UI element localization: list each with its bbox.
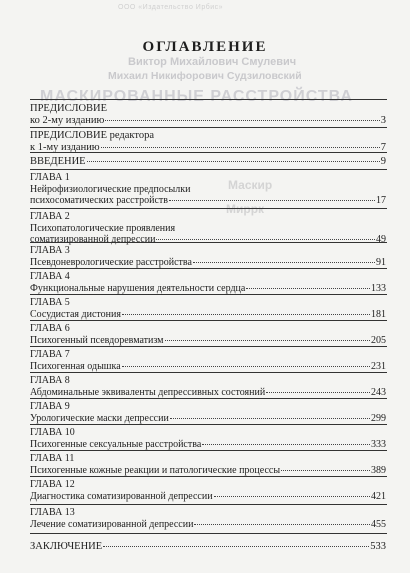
entry-text: Психогенные кожные реакции и патологические процессы xyxy=(30,464,281,476)
page-number: 7 xyxy=(380,141,386,153)
divider xyxy=(30,169,387,170)
entry-row xyxy=(30,115,386,127)
entry-row xyxy=(30,491,386,503)
leader-dots xyxy=(105,120,379,121)
chapter-label: ГЛАВА 2 xyxy=(30,211,70,222)
divider xyxy=(30,372,387,373)
leader-dots xyxy=(156,239,375,240)
divider xyxy=(30,294,387,295)
toc-entry-chapter-10[interactable] xyxy=(30,427,386,450)
leader-dots xyxy=(202,444,370,445)
entry-text: Лечение соматизированной депрессии xyxy=(30,518,194,530)
toc-entry-chapter-2[interactable] xyxy=(30,211,386,246)
entry-text: психосоматических расстройств xyxy=(30,195,168,206)
toc-entry-chapter-4[interactable] xyxy=(30,271,386,294)
toc-entry-chapter-9[interactable] xyxy=(30,401,386,424)
toc-entry-chapter-8[interactable] xyxy=(30,375,386,398)
leader-dots xyxy=(103,546,369,547)
toc-entry-chapter-12[interactable] xyxy=(30,479,386,502)
entry-text: Урологические маски депрессии xyxy=(30,412,169,424)
divider xyxy=(30,424,387,425)
page-number: 49 xyxy=(376,234,386,245)
chapter-label: ГЛАВА 5 xyxy=(30,297,70,308)
toc-entry-chapter-1[interactable] xyxy=(30,172,386,207)
leader-dots xyxy=(214,496,370,497)
entry-row xyxy=(30,156,386,168)
entry-heading: ПРЕДИСЛОВИЕ редактора xyxy=(30,130,155,141)
page-number: 133 xyxy=(371,282,386,294)
entry-text: Психогенные сексуальные расстройства xyxy=(30,438,202,450)
chapter-label: ГЛАВА 7 xyxy=(30,349,70,360)
chapter-label: ГЛАВА 9 xyxy=(30,401,70,412)
entry-row xyxy=(30,195,386,207)
entry-text: Психогенная одышка xyxy=(30,360,121,372)
entry-row xyxy=(30,439,386,451)
page-number: 421 xyxy=(371,490,386,502)
entry-row xyxy=(30,309,386,321)
leader-dots xyxy=(194,524,370,525)
chapter-label: ГЛАВА 12 xyxy=(30,479,75,490)
chapter-label: ГЛАВА 3 xyxy=(30,245,70,256)
page-number: 299 xyxy=(371,412,386,424)
divider xyxy=(30,152,387,153)
divider xyxy=(30,268,387,269)
entry-text: Сосудистая дистония xyxy=(30,308,121,320)
entry-row xyxy=(30,361,386,373)
toc-entry-chapter-5[interactable] xyxy=(30,297,386,320)
divider xyxy=(30,208,387,209)
entry-row xyxy=(30,541,386,553)
leader-dots xyxy=(193,262,375,263)
chapter-label: ГЛАВА 1 xyxy=(30,172,70,183)
entry-row xyxy=(30,257,386,269)
toc-entry-chapter-7[interactable] xyxy=(30,349,386,372)
toc-entry-chapter-6[interactable] xyxy=(30,323,386,346)
divider xyxy=(30,504,387,505)
bleed-through-author-2: Михаил Никифорович Судзиловский xyxy=(108,70,302,82)
bleed-through-author-1: Виктор Михайлович Смулевич xyxy=(128,56,297,68)
entry-heading: ПРЕДИСЛОВИЕ xyxy=(30,103,108,114)
entry-row xyxy=(30,335,386,347)
entry-text: Диагностика соматизированной депрессии xyxy=(30,490,213,502)
toc-entry-chapter-11[interactable] xyxy=(30,453,386,476)
divider xyxy=(30,533,387,534)
leader-dots xyxy=(122,314,370,315)
entry-text: Абдоминальные эквиваленты депрессивных состояний xyxy=(30,386,266,398)
leader-dots xyxy=(266,392,370,393)
page-number: 205 xyxy=(371,334,386,346)
page-number: 91 xyxy=(376,256,386,268)
toc-entry-introduction[interactable] xyxy=(30,156,386,168)
entry-text: Психогенный псевдоревматизм xyxy=(30,334,164,346)
chapter-label: ГЛАВА 4 xyxy=(30,271,70,282)
page-number: 17 xyxy=(376,195,386,206)
divider xyxy=(30,99,387,100)
divider xyxy=(30,242,387,243)
entry-text: Функциональные нарушения деятельности сердца xyxy=(30,282,246,294)
page-number: 9 xyxy=(380,156,386,167)
page-number: 181 xyxy=(371,308,386,320)
leader-dots xyxy=(170,418,370,419)
entry-text: ко 2-му изданию xyxy=(30,114,105,126)
chapter-label: ГЛАВА 6 xyxy=(30,323,70,334)
entry-text: Нейрофизиологические предпосылки xyxy=(30,183,191,195)
bleed-through-title: МАСКИРОВАННЫЕ РАССТРОЙСТВА xyxy=(40,88,353,105)
entry-text: Психопатологические проявления xyxy=(30,222,176,234)
entry-text: соматизированной депрессии xyxy=(30,234,156,245)
page-number: 389 xyxy=(371,464,386,476)
bleed-through-fragment-2: Миррк xyxy=(226,202,265,216)
divider xyxy=(30,127,387,128)
divider xyxy=(30,346,387,347)
leader-dots xyxy=(169,200,375,201)
bleed-through-fragment-1: Маскир xyxy=(228,178,273,192)
chapter-label: ГЛАВА 8 xyxy=(30,375,70,386)
page-number: 455 xyxy=(371,518,386,530)
entry-text: к 1-му изданию xyxy=(30,141,100,153)
entry-row xyxy=(30,413,386,425)
divider xyxy=(30,450,387,451)
chapter-label: ГЛАВА 13 xyxy=(30,507,75,518)
chapter-label: ГЛАВА 10 xyxy=(30,427,75,438)
page-number: 333 xyxy=(371,438,386,450)
page-number: 533 xyxy=(370,541,386,552)
divider xyxy=(30,476,387,477)
divider xyxy=(30,398,387,399)
leader-dots xyxy=(165,340,370,341)
entry-row xyxy=(30,519,386,531)
toc-title: ОГЛАВЛЕНИЕ xyxy=(142,39,268,55)
toc-entry-chapter-13[interactable] xyxy=(30,507,386,530)
toc-entry-conclusion[interactable] xyxy=(30,541,386,553)
leader-dots xyxy=(122,366,370,367)
leader-dots xyxy=(101,147,380,148)
entry-row xyxy=(30,234,386,246)
chapter-label: ГЛАВА 11 xyxy=(30,453,75,464)
toc-entry-chapter-3[interactable] xyxy=(30,245,386,268)
page-number: 3 xyxy=(380,114,386,126)
leader-dots xyxy=(87,161,380,162)
page-number: 231 xyxy=(371,360,386,372)
toc-entry-preface-2nd[interactable] xyxy=(30,103,386,126)
leader-dots xyxy=(246,288,370,289)
entry-row xyxy=(30,387,386,399)
entry-text: Псевдоневрологические расстройства xyxy=(30,256,192,268)
entry-text: ЗАКЛЮЧЕНИЕ xyxy=(30,541,103,552)
leader-dots xyxy=(281,470,370,471)
toc-entry-preface-editor[interactable] xyxy=(30,130,386,153)
entry-text: ВВЕДЕНИЕ xyxy=(30,156,86,167)
running-head: ООО «Издательство Ирбис» xyxy=(118,4,224,11)
entry-row xyxy=(30,283,386,295)
page-number: 243 xyxy=(371,386,386,398)
entry-row xyxy=(30,465,386,477)
divider xyxy=(30,320,387,321)
